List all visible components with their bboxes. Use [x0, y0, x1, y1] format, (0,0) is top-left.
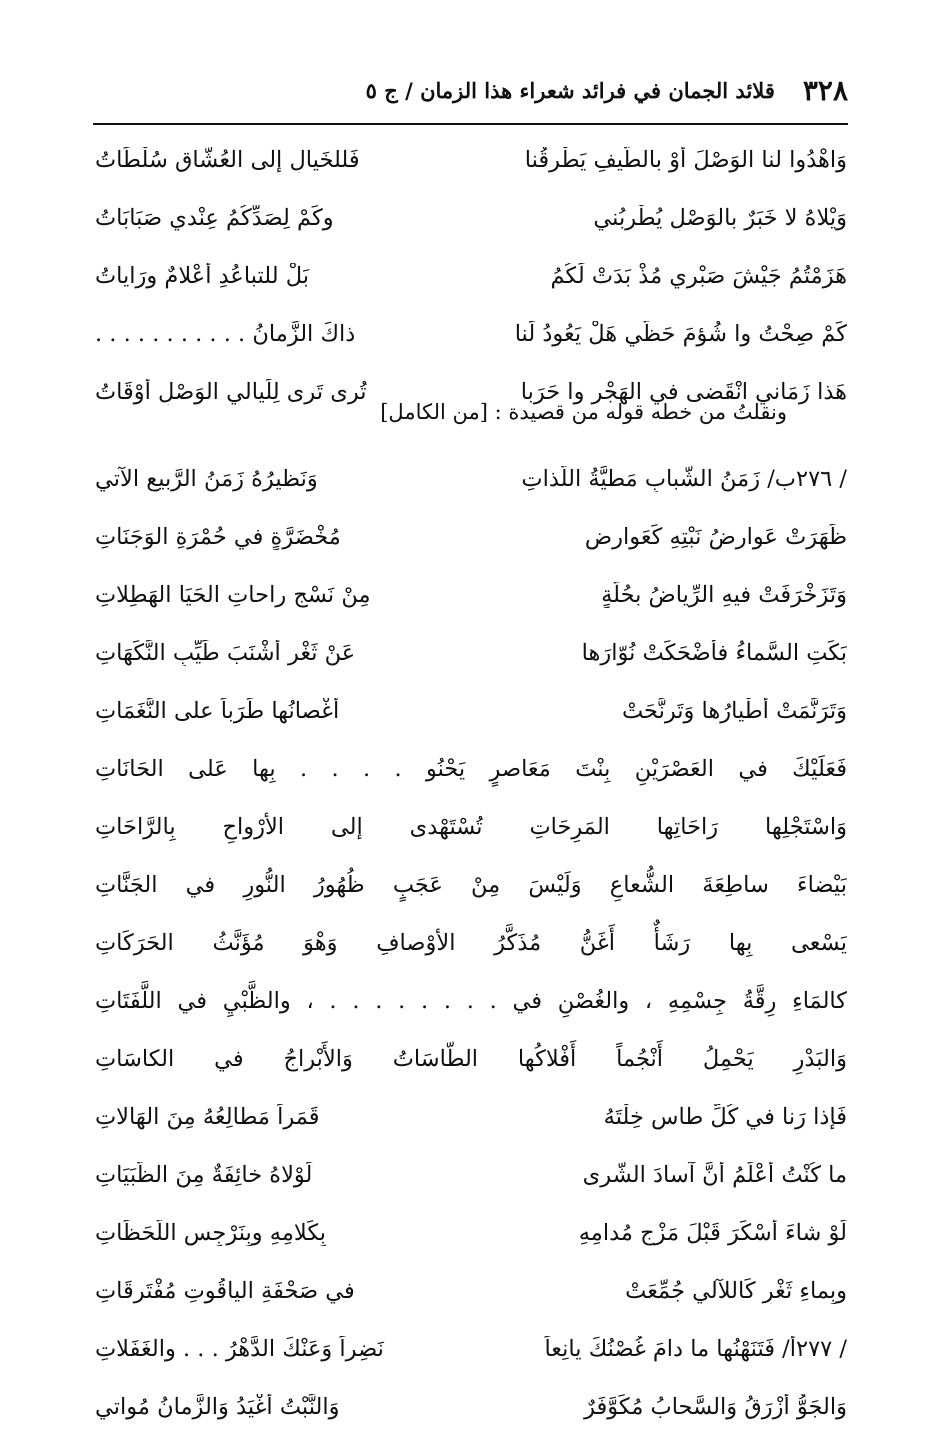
first-hemistich: هَذا زَمَاني انْقَضى في الهَجْرِ وا حَرَبا — [520, 379, 847, 405]
first-hemistich: وَالجَوُّ أَزْرَقُ وَالسَّحابُ مُكَوَّفَرٌ — [584, 1394, 847, 1420]
first-hemistich: لَوْ شاءَ أَسْكَرَ قَبْلَ مَزْجِ مُدامِهِ — [578, 1220, 847, 1246]
continuous-verse-line: بَيْضاءَ ساطِعَةَ الشُّعاعِ وَلَيْسَ مِنْ عَجَبٍ ظُهُورُ النُّورِ في الجَنَّاتِ — [95, 872, 847, 898]
first-hemistich: وَاهْدُوا لنا الوَصْلَ أَوْ بالطَّيفِ يَطْرقُنا — [524, 147, 847, 173]
poem-section-1 — [95, 131, 847, 421]
verse-couplet — [95, 189, 847, 247]
first-hemistich: وَتَرَنَّمَتْ أَطْيارُها وَتَرنَّحَتْ — [621, 698, 847, 724]
second-hemistich: عَنْ ثَغْرِ أَشْنَبَ طَيِّبِ النَّكَهَاتِ — [95, 640, 356, 666]
page-header — [93, 70, 848, 110]
first-hemistich: كَمْ صِحْتُ وا شُؤمَ حَظّي هَلْ يَعُودُ لَنا — [514, 321, 847, 347]
continuous-verse-line: وَالبَدْرِ يَحْمِلُ أَنْجُماً أَفْلاكُها الطّاسَاتُ وَالأَبْراجُ في الكاسَاتِ — [95, 1046, 847, 1072]
header-rule — [93, 123, 848, 125]
second-hemistich: مِنْ نَسْجِ راحاتِ الحَيَا الهَطِلاتِ — [95, 582, 371, 608]
verse-couplet — [95, 247, 847, 305]
page-number: ٣٢٨ — [802, 73, 848, 107]
second-hemistich: أَغْصانُها طَرَباً على النَّغَمَاتِ — [95, 698, 340, 724]
first-hemistich: وَتَزَخْرَفَتْ فيهِ الرِّياضُ بحُلَّةٍ — [601, 582, 847, 608]
first-hemistich: / ٢٧٧أ/ فَتَنَهْنُها ما دامَ غُصْنُكَ يانِعاً — [544, 1336, 847, 1362]
first-hemistich: / ٢٧٦ب/ زَمَنُ الشَّبابِ مَطيَّةُ اللَّذاتِ — [521, 466, 847, 492]
verse-couplet — [95, 131, 847, 189]
verse-couplet — [95, 305, 847, 363]
second-hemistich: لَوْلاهُ خائِفَةٌ مِنَ الظَّبَيَاتِ — [95, 1162, 313, 1188]
first-hemistich: ما كُنْتُ أَعْلَمُ أَنَّ آسادَ الشَّرى — [582, 1162, 847, 1188]
continuous-verse-line: وَاسْتَجْلِها رَاحَاتِها المَرِحَاتِ تُسْتَهْدى إلى الأرْواحِ بِالرَّاحَاتِ — [95, 814, 847, 840]
verse-couplet — [95, 682, 847, 740]
intro-line: ونقلتُ من خطه قوله من قصيدة : [من الكامل] — [380, 400, 787, 424]
first-hemistich: وبِماءِ ثَغْرٍ كَاللآلي جُمِّعَتْ — [625, 1278, 847, 1304]
first-hemistich: بَكَتِ السَّماءُ فأَضْحَكَتْ نُوّارَها — [581, 640, 847, 666]
second-hemistich: تُرى تَرى لِلَيالي الوَصْلِ أَوْقَاتُ — [95, 379, 367, 405]
running-title: قلائد الجمان في فرائد شعراء هذا الزمان / ج ٥ — [365, 77, 775, 103]
first-hemistich: فَإذا رَنا في كُلِّ طاسٍ خِلْتَهُ — [603, 1104, 847, 1130]
verse-couplet — [95, 1378, 847, 1436]
verse-couplet — [95, 450, 847, 508]
second-hemistich: وَالنَّبْتُ أَغْيَدُ وَالزَّمانُ مُواتي — [95, 1394, 340, 1420]
verse-couplet — [95, 1088, 847, 1146]
first-hemistich: وَيْلاهُ لا خَبَرٌ بالوَصْلِ يُطْربُني — [593, 205, 847, 231]
second-hemistich: وكَمْ لِصَدِّكُمُ عِنْدي صَبَابَاتُ — [95, 205, 334, 231]
first-hemistich: هَزَمْتُمُ جَيْشَ صَبْري مُذْ بَدَتْ لَكُمُ — [550, 263, 847, 289]
verse-couplet — [95, 508, 847, 566]
second-hemistich: فَللخَيالِ إلى العُشَّاقِ سُلْطَاتُ — [95, 147, 360, 173]
verse-couplet — [95, 624, 847, 682]
second-hemistich: وَنَظيرُهُ زَمَنُ الرَّبيعِ الآتي — [95, 466, 318, 492]
second-hemistich: قَمَراً مَطالِعُهُ مِنَ الهَالاتِ — [95, 1104, 320, 1130]
verse-couplet — [95, 1320, 847, 1378]
verse-couplet — [95, 1204, 847, 1262]
first-hemistich: ظَهَرَتْ عَوارِضُ نَبْتِهِ كَعَوارِضٍ — [584, 524, 847, 550]
second-hemistich: نَضِراً وَعَنْكَ الدَّهْرُ . . . والغَفَلاتِ — [95, 1336, 384, 1362]
verse-couplet — [95, 1262, 847, 1320]
second-hemistich: في صَحْفَةِ الياقُوتِ مُفْتَرِقَاتِ — [95, 1278, 355, 1304]
verse-couplet — [95, 1146, 847, 1204]
second-hemistich: مُخْضَرَّةٍ في حُمْرَةِ الوَجَنَاتِ — [95, 524, 341, 550]
poem-section-2 — [95, 450, 847, 1436]
second-hemistich: بِكَلامِهِ وبِنَرْجِسِ اللَّحَظَاتِ — [95, 1220, 327, 1246]
second-hemistich: بَلْ للتباعُدِ أَعْلامٌ ورَاياتُ — [95, 263, 310, 289]
continuous-verse-line: يَسْعى بِها رَشَأٌ أَغَنُّ مُذَكَّرُ الأوْصافِ وَهْوَ مُؤَنَّثُ الحَرَكَاتِ — [95, 930, 847, 956]
verse-couplet — [95, 566, 847, 624]
continuous-verse-line: فَعَلَيْكَ في العَصْرَيْنِ بِنْتَ مَعَاصرٍ يَحْنُو . . . . بِها عَلى الحَانَاتِ — [95, 756, 847, 782]
continuous-verse-line: كالمَاءِ رِقَّةُ جِسْمِهِ ، والغُصْنِ في . . . . . . . . ، والظَّبْيِ في اللَّفَتَاتِ — [95, 988, 847, 1014]
second-hemistich: ذاكَ الزَّمانُ . . . . . . . . . . . — [95, 321, 356, 347]
